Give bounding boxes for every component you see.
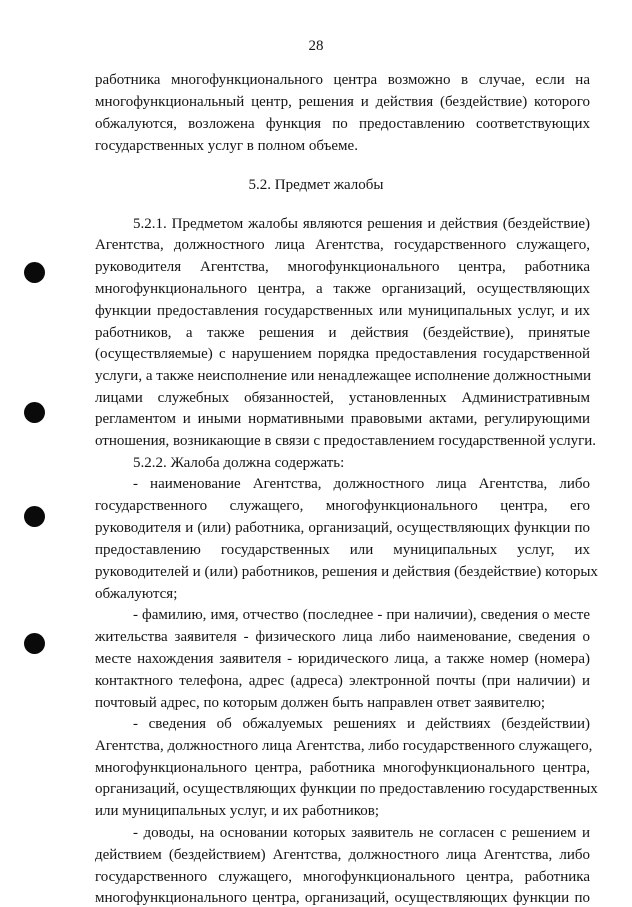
text-line: - наименование Агентства, должностного лица Агентства, либо — [133, 476, 590, 492]
text-line: или муниципальных услуг, и их работников; — [95, 803, 380, 819]
text-line: многофункциональный центр, решения и действия (бездействие) которого — [95, 94, 590, 110]
punch-hole — [24, 402, 45, 423]
text-line: 5.2.2. Жалоба должна содержать: — [133, 455, 345, 471]
text-line: обжалуются, возложена функция по предоставлению соответствующих — [95, 116, 590, 132]
text-line: контактного телефона, адрес (адреса) электронной почты (при наличии) и — [95, 673, 590, 689]
text-line: услуги, а также неисполнение или ненадлежащее исполнение должностными — [95, 368, 592, 384]
text-line: - доводы, на основании которых заявитель не согласен с решением и — [133, 825, 590, 841]
text-line: работников, а также решения и действия (бездействие), принятые — [95, 325, 590, 341]
text-line: Агентства, должностного лица Агентства, государственного служащего, — [95, 237, 590, 253]
section-heading: 5.2. Предмет жалобы — [248, 177, 384, 193]
punch-hole — [24, 506, 45, 527]
text-line: многофункционального центра, а также организаций, осуществляющих — [95, 281, 590, 297]
text-line: Агентства, должностного лица Агентства, либо государственного служащего, — [95, 738, 593, 754]
text-line: регламентом и иными нормативными правовыми актами, регулирующими — [95, 411, 590, 427]
text-line: - сведения об обжалуемых решениях и действиях (бездействии) — [133, 716, 590, 732]
text-line: работника многофункционального центра возможно в случае, если на — [95, 72, 590, 88]
text-line: государственного служащего, многофункционального центра, работника — [95, 869, 590, 885]
text-line: жительства заявителя - физического лица либо наименование, сведения о — [95, 629, 590, 645]
punch-hole — [24, 262, 45, 283]
text-line: действием (бездействием) Агентства, должностного лица Агентства, либо — [95, 847, 590, 863]
text-line: государственных услуг в полном объеме. — [95, 138, 358, 154]
text-line: (осуществляемые) с нарушением порядка предоставления государственной — [95, 346, 590, 362]
text-line: месте нахождения заявителя - юридического лица, а также номер (номера) — [95, 651, 590, 667]
text-line: руководителя и (или) работника, организаций, осуществляющих функции по — [95, 520, 590, 536]
page-number: 28 — [308, 38, 324, 54]
text-line: многофункционального центра, работника многофункционального центра, — [95, 760, 590, 776]
text-line: организаций, осуществляющих функции по предоставлению государственных — [95, 781, 598, 797]
text-line: многофункционального центра, организаций, осуществляющих функции по — [95, 890, 590, 906]
text-line: - фамилию, имя, отчество (последнее - при наличии), сведения о месте — [133, 607, 590, 623]
punch-hole — [24, 633, 45, 654]
text-line: почтовый адрес, по которым должен быть направлен ответ заявителю; — [95, 695, 546, 711]
text-line: 5.2.1. Предметом жалобы являются решения и действия (бездействие) — [133, 216, 590, 232]
text-line: лицами служебных обязанностей, установленных Административным — [95, 390, 590, 406]
text-line: предоставлению государственных или муниципальных услуг, их — [95, 542, 590, 558]
text-line: руководителя Агентства, многофункционального центра, работника — [95, 259, 590, 275]
text-line: отношения, возникающие в связи с предоставлением государственной услуги. — [95, 433, 597, 449]
text-line: государственного служащего, многофункционального центра, его — [95, 498, 590, 514]
text-line: функции предоставления государственных или муниципальных услуг, и их — [95, 303, 590, 319]
text-line: руководителей и (или) работников, решения и действия (бездействие) которых — [95, 564, 598, 580]
text-line: обжалуются; — [95, 586, 178, 602]
